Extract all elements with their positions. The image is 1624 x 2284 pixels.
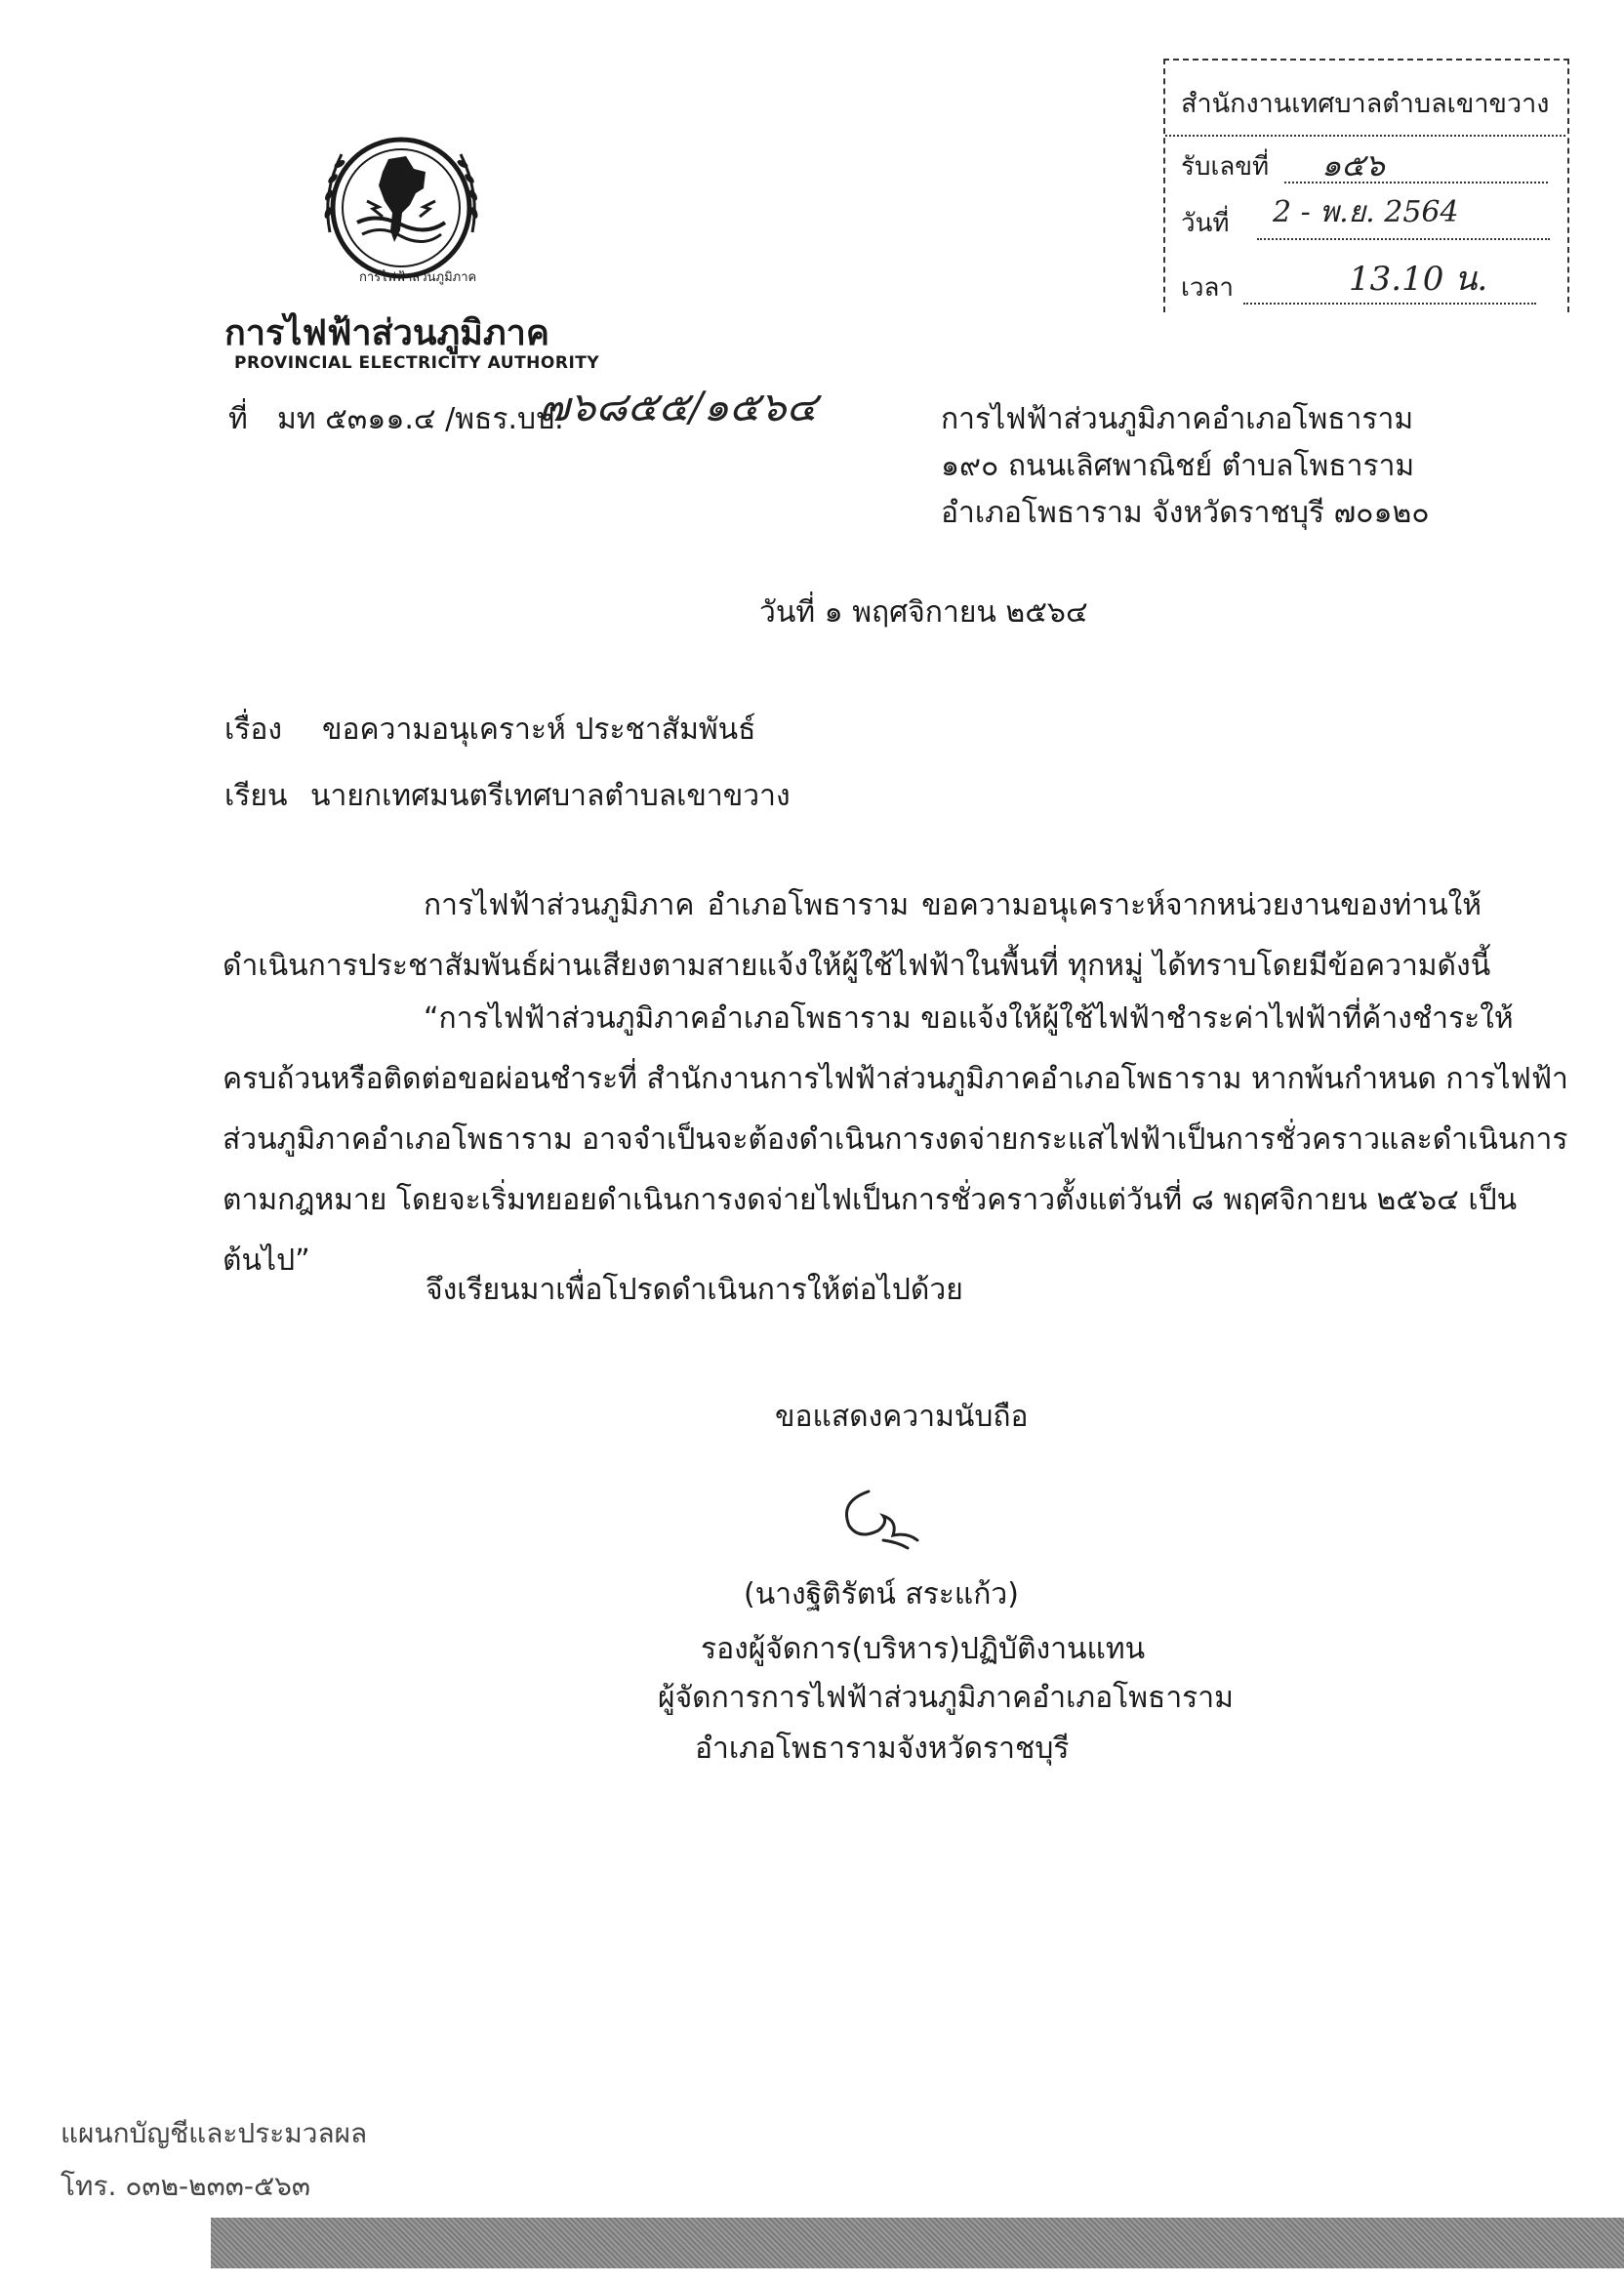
stamp-office: สำนักงานเทศบาลตำบลเขาขวาง [1181, 89, 1550, 119]
closing-request: จึงเรียนมาเพื่อโปรดดำเนินการให้ต่อไปด้วย [426, 1273, 963, 1307]
body-p1-line2: ดำเนินการประชาสัมพันธ์ผ่านเสียงตามสายแจ้งให้ผู้ใช้ไฟฟ้าในพื้นที่ ทุกหมู่ ได้ทราบโดยมีข้อความดังนี้ [223, 949, 1491, 983]
stamp-time-label: เวลา [1181, 273, 1235, 303]
signer-name: (นางฐิติรัตน์ สระแก้ว) [744, 1577, 1019, 1611]
body-paragraph-2 [223, 1001, 1568, 1304]
sender-line1: การไฟฟ้าส่วนภูมิภาคอำเภอโพธาราม [941, 402, 1414, 436]
stamp-date-label: วันที่ [1181, 209, 1230, 238]
signer-title-2: ผู้จัดการการไฟฟ้าส่วนภูมิภาคอำเภอโพธาราม [658, 1681, 1234, 1715]
footer-department: แผนกบัญชีและประมวลผล [61, 2117, 368, 2149]
letter-date: วันที่ ๑ พฤศจิกายน ๒๕๖๔ [759, 595, 1088, 630]
body-p2-line5: ต้นไป” [223, 1244, 310, 1278]
stamp-receive-value: ๑๕๖ [1321, 146, 1385, 184]
subject-text: ขอความอนุเคราะห์ ประชาสัมพันธ์ [322, 713, 756, 747]
pea-logo [308, 115, 494, 301]
sender-line3: อำเภอโพธาราม จังหวัดราชบุรี ๗๐๑๒๐ [941, 496, 1430, 530]
body-p2-line4: ตามกฎหมาย โดยจะเริ่มทยอยดำเนินการงดจ่ายไฟเป็นการชั่วคราวตั้งแต่วันที่ ๘ พฤศจิกายน ๒๕๖๔ เป็น [223, 1183, 1518, 1217]
stamp-time-value: 13.10 น. [1349, 260, 1488, 299]
footer-phone: โทร. ๐๓๒-๒๓๓-๕๖๓ [61, 2170, 311, 2202]
org-name-th: การไฟฟ้าส่วนภูมิภาค [224, 313, 549, 353]
footer-bar [211, 2218, 1624, 2268]
org-name-en: PROVINCIAL ELECTRICITY AUTHORITY [234, 353, 600, 373]
body-paragraph-1 [223, 888, 1491, 1009]
sender-line2: ๑๙๐ ถนนเลิศพาณิชย์ ตำบลโพธาราม [941, 449, 1415, 483]
ref-handwritten: ๗๖๘๕๕/๑๕๖๔ [539, 383, 818, 430]
salutation: ขอแสดงความนับถือ [775, 1400, 1029, 1434]
ref-prefix: ที่ [228, 402, 248, 436]
signer-title-3: อำเภอโพธารามจังหวัดราชบุรี [695, 1732, 1070, 1766]
recipient-label: เรียน [224, 779, 288, 813]
body-p1-line1: การไฟฟ้าส่วนภูมิภาค อำเภอโพธาราม ขอความอนุเคราะห์จากหน่วยงานของท่านให้ [424, 888, 1482, 922]
stamp-date-value: 2 - พ.ย. 2564 [1273, 195, 1459, 229]
subject-label: เรื่อง [224, 713, 283, 747]
body-p2-line3: ส่วนภูมิภาคอำเภอโพธาราม อาจจำเป็นจะต้องดำเนินการงดจ่ายกระแสไฟฟ้าเป็นการชั่วคราวและดำเนินการ [223, 1122, 1568, 1157]
signer-title-1: รองผู้จัดการ(บริหาร)ปฏิบัติงานแทน [701, 1632, 1146, 1666]
ref-no: มท ๕๓๑๑.๔ /พธร.บป. [277, 402, 564, 436]
stamp-receive-label: รับเลขที่ [1181, 152, 1270, 182]
body-p2-line1: “การไฟฟ้าส่วนภูมิภาคอำเภอโพธาราม ขอแจ้งให้ผู้ใช้ไฟฟ้าชำระค่าไฟฟ้าที่ค้างชำระให้ [424, 1001, 1514, 1036]
logo-text: การไฟฟ้าส่วนภูมิภาค [359, 270, 477, 285]
body-p2-line2: ครบถ้วนหรือติดต่อขอผ่อนชำระที่ สำนักงานการไฟฟ้าส่วนภูมิภาคอำเภอโพธาราม หากพ้นกำหนด การไฟฟ้า [223, 1062, 1568, 1096]
recipient-text: นายกเทศมนตรีเทศบาลตำบลเขาขวาง [310, 779, 791, 813]
handwritten-signature [830, 1482, 937, 1560]
received-stamp [1163, 59, 1569, 312]
